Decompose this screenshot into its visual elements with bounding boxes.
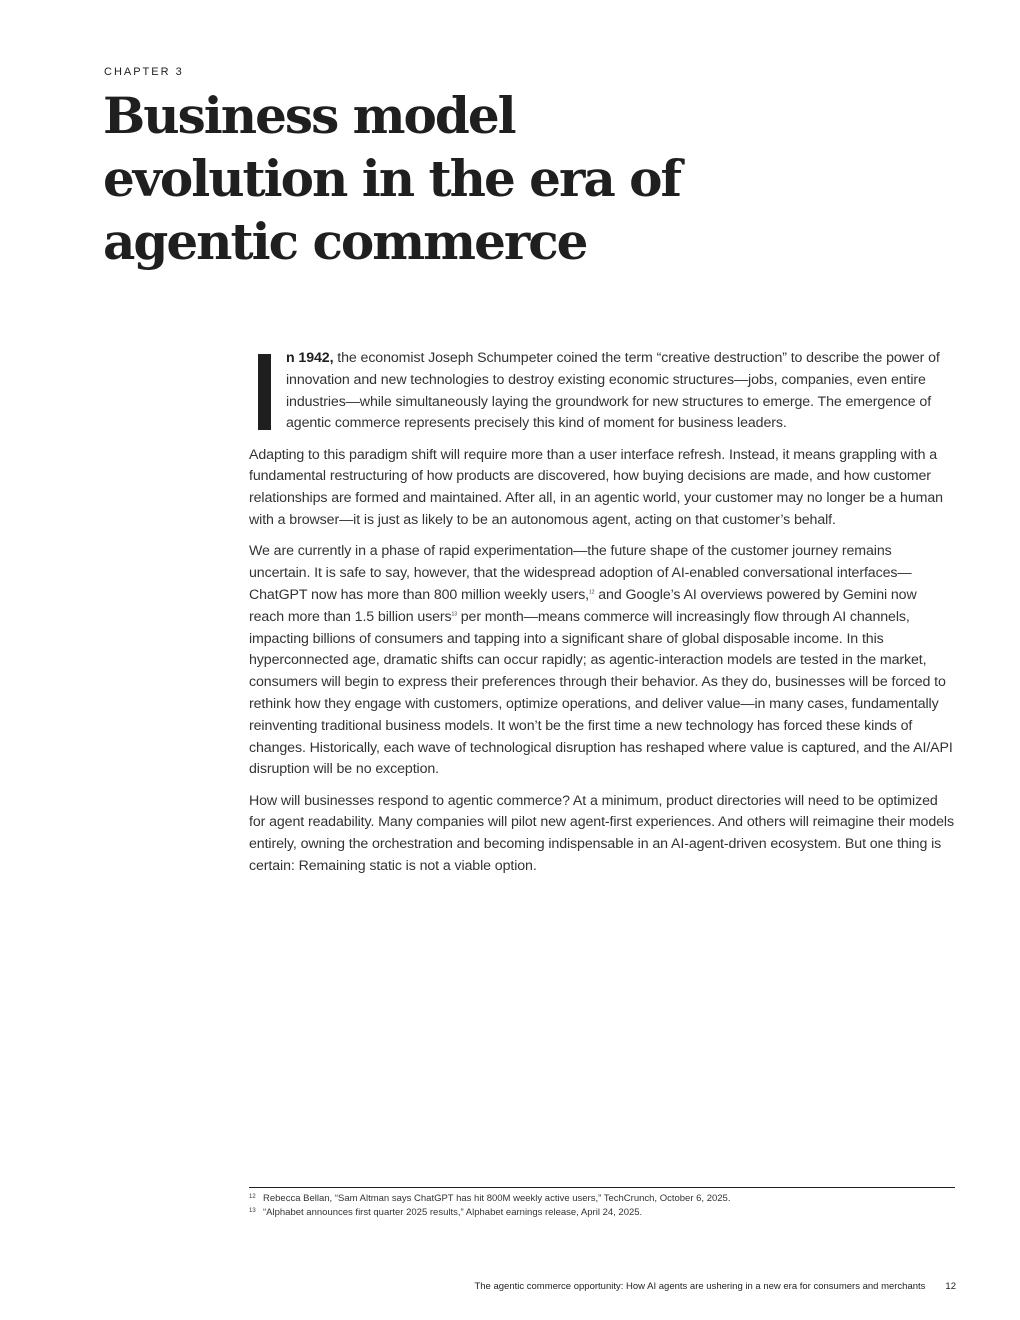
paragraph-4: How will businesses respond to agentic commerce? At a minimum, product directories will need to be optimized for agent readability. Many companies will pilot new agent-first experiences. And others will reimagine their models entirely, owning the orchestration and becoming indispensable in an AI-agent-driven ecosystem. But one thing is certain: Remaining static is not a viable option. — [249, 792, 954, 875]
lead-bold-text: n 1942, — [286, 350, 334, 366]
drop-cap — [258, 354, 271, 430]
footnote-number: 12 — [249, 1194, 256, 1200]
paragraph-2: Adapting to this paradigm shift will require more than a user interface refresh. Instead, it means grappling with a fundamental restructuring of how products are discovered, how buying decisions are made, and how customer relationships are formed and maintained. After all, in an agentic world, your customer may no longer be a human with a browser—it is just as likely to be an autonomous agent, acting on that customer’s behalf. — [249, 446, 943, 529]
paragraph-3 — [249, 541, 955, 781]
lead-paragraph — [249, 348, 955, 435]
footnote-ref-13[interactable]: 13 — [451, 611, 457, 618]
article-body — [249, 348, 955, 887]
footnote-text: Rebecca Bellan, “Sam Altman says ChatGPT has hit 800M weekly active users,” TechCrunch, October 6, 2025. — [263, 1193, 731, 1204]
footnote-ref-12[interactable]: 12 — [589, 589, 595, 596]
footnote — [249, 1192, 955, 1206]
chapter-label: CHAPTER 3 — [104, 66, 184, 78]
footnote — [249, 1206, 955, 1220]
footnote-number: 13 — [249, 1208, 256, 1214]
paragraph-3-text-3: per month—means commerce will increasingly flow through AI channels, impacting billions of consumers and tapping into a significant share of global disposable income. In this hyperconnected age, dramatic shifts can occur rapidly; as agentic-interaction models are tested in the market, consumers will begin to express their preferences through their behavior. As they do, businesses will be forced to rethink how they engage with customers, optimize operations, and deliver value—in many cases, fundamentally reinventing traditional business models. It won’t be the first time a new technology has forced these kinds of changes. Historically, each wave of technological disruption has reshaped where value is captured, and the AI/API disruption will be no exception. — [249, 608, 953, 778]
paragraph-3-text-1: We are currently in a phase of rapid experimentation—the future shape of the customer journey remains uncertain. It is safe to say, however, that the widespread adoption of AI-enabled conversational interfaces—ChatGPT now has more than 800 million weekly users, — [249, 543, 912, 603]
lead-text: the economist Joseph Schumpeter coined the term “creative destruction” to describe the power of innovation and new technologies to destroy existing economic structures—jobs, companies, even entire industries—while simultaneously laying the groundwork for new structures to emerge. The emergence of agentic commerce represents precisely this kind of moment for business leaders. — [286, 350, 940, 432]
footnote-text: “Alphabet announces first quarter 2025 results,” Alphabet earnings release, April 24, 2025. — [263, 1207, 643, 1218]
page-footer — [300, 1281, 956, 1292]
page-title: Business model evolution in the era of agentic commerce — [103, 86, 680, 271]
running-title: The agentic commerce opportunity: How AI agents are ushering in a new era for consumers and merchants — [474, 1281, 926, 1292]
footnotes — [249, 1187, 955, 1220]
page-number: 12 — [945, 1281, 956, 1292]
paragraph-3-text-2: and Google’s AI overviews powered by Gemini now reach more than 1.5 billion users — [249, 586, 917, 625]
